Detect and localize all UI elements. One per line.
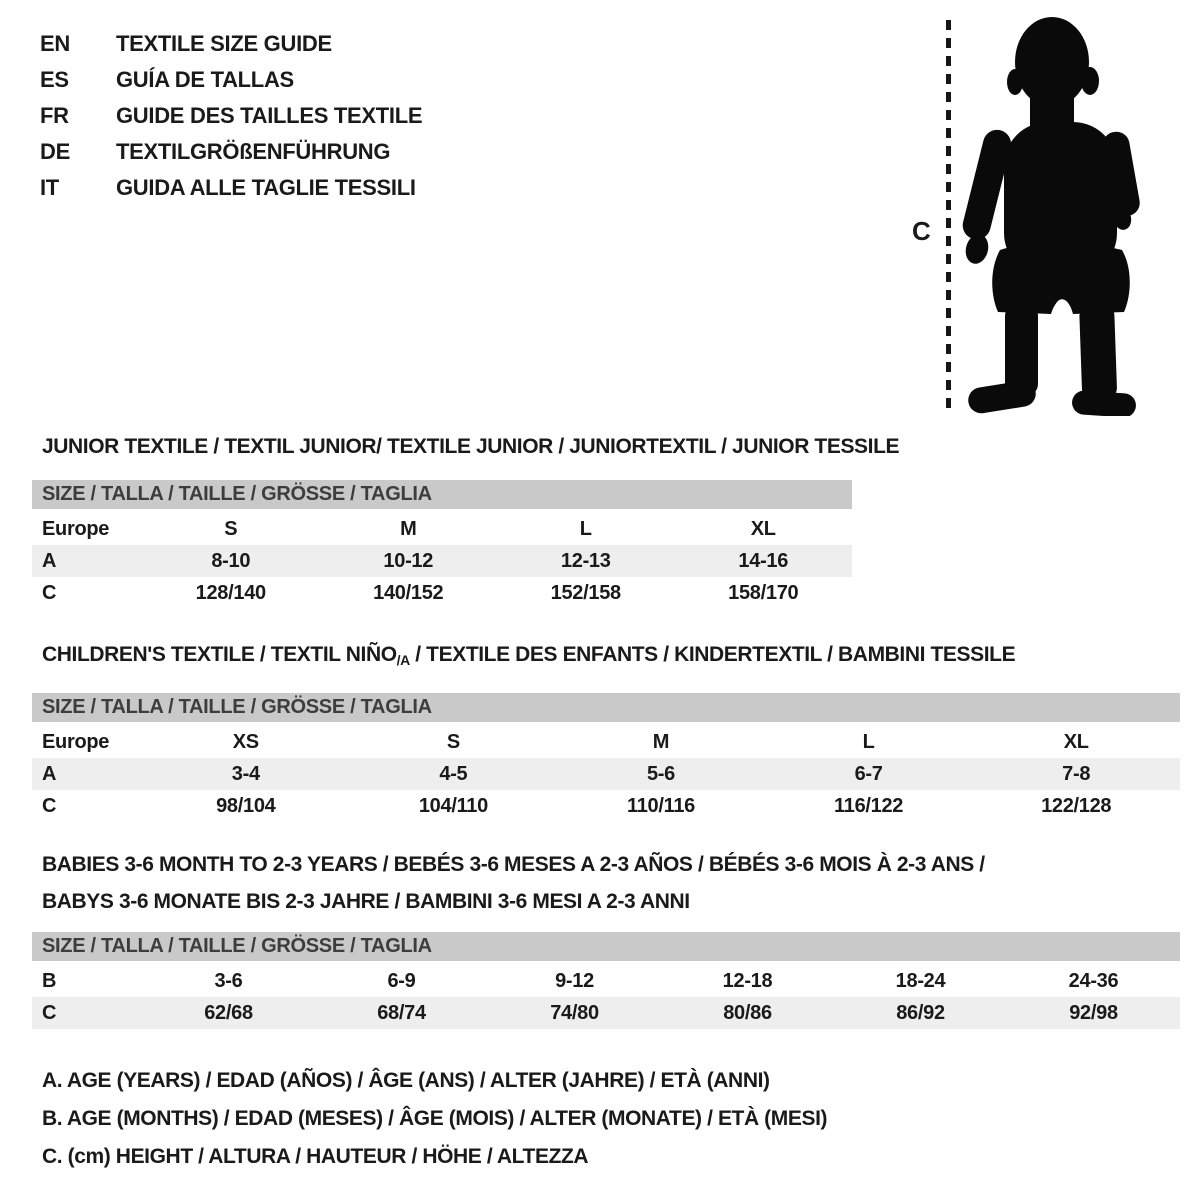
table-row	[32, 790, 1180, 822]
children-table-title	[32, 642, 1180, 673]
language-row	[40, 26, 422, 62]
size-cell: 62/68	[204, 1001, 253, 1024]
size-cell: 4-5	[439, 762, 468, 785]
language-code: ES	[40, 67, 69, 92]
size-cell: 14-16	[738, 549, 789, 572]
size-cell: 7-8	[1062, 762, 1091, 785]
babies-table-title-line2: BABYS 3-6 MONATE BIS 2-3 JAHRE / BAMBINI 3-6 MESI A 2-3 ANNI	[42, 890, 690, 913]
size-cell: 18-24	[895, 969, 946, 992]
size-header-bar: SIZE / TALLA / TAILLE / GRÖSSE / TAGLIA	[32, 693, 1180, 722]
children-title-subscript: /A	[396, 652, 410, 668]
size-cell: S	[224, 517, 238, 540]
language-title: TEXTILE SIZE GUIDE	[116, 31, 332, 56]
junior-table-title: JUNIOR TEXTILE / TEXTIL JUNIOR/ TEXTILE JUNIOR / JUNIORTEXTIL / JUNIOR TESSILE	[42, 435, 900, 458]
language-code: FR	[40, 103, 69, 128]
size-cell: XL	[1063, 730, 1089, 753]
row-label: A	[42, 549, 57, 572]
language-title: GUIDE DES TAILLES TEXTILE	[116, 103, 423, 128]
language-list	[40, 26, 422, 206]
table-row	[32, 545, 852, 577]
size-cell: 86/92	[896, 1001, 945, 1024]
size-cell: 74/80	[550, 1001, 599, 1024]
size-cell: M	[400, 517, 417, 540]
language-row	[40, 170, 422, 206]
row-label: C	[42, 794, 57, 817]
row-label: Europe	[42, 730, 110, 753]
table-row	[32, 577, 852, 609]
size-cell: M	[652, 730, 670, 753]
table-row	[32, 726, 1180, 758]
size-cell: 8-10	[211, 549, 251, 572]
junior-table-rows	[32, 513, 852, 609]
language-row	[40, 98, 422, 134]
size-cell: 10-12	[383, 549, 434, 572]
size-cell: 122/128	[1041, 794, 1112, 817]
babies-table-rows	[32, 965, 1180, 1029]
size-cell: 3-4	[231, 762, 260, 785]
table-row	[32, 513, 852, 545]
table-row	[32, 758, 1180, 790]
size-cell: 3-6	[214, 969, 243, 992]
height-measure-dashed-line	[946, 20, 951, 416]
row-label: C	[42, 1001, 57, 1024]
size-cell: 128/140	[195, 581, 266, 604]
size-cell: 24-36	[1068, 969, 1119, 992]
babies-textile-table	[32, 846, 1180, 1029]
size-cell: 68/74	[377, 1001, 426, 1024]
toddler-silhouette-icon	[960, 12, 1150, 416]
row-label: Europe	[42, 517, 110, 540]
language-row	[40, 62, 422, 98]
junior-textile-table	[32, 434, 900, 609]
children-textile-table	[32, 642, 1180, 822]
size-cell: 9-12	[555, 969, 594, 992]
height-marker-label: C	[912, 216, 931, 246]
legend-line-a: A. AGE (YEARS) / EDAD (AÑOS) / ÂGE (ANS) / ALTER (JAHRE) / ETÀ (ANNI)	[42, 1069, 770, 1092]
children-title-pre: CHILDREN'S TEXTILE / TEXTIL NIÑO	[42, 643, 397, 666]
language-title: GUÍA DE TALLAS	[116, 67, 294, 92]
legend	[42, 1062, 827, 1176]
size-cell: 110/116	[626, 794, 695, 817]
size-cell: 6-7	[854, 762, 883, 785]
language-title: TEXTILGRÖßENFÜHRUNG	[116, 139, 391, 164]
babies-table-title-line1: BABIES 3-6 MONTH TO 2-3 YEARS / BEBÉS 3-6 MESES A 2-3 AÑOS / BÉBÉS 3-6 MOIS À 2-3 ANS /	[42, 853, 985, 876]
size-cell: L	[862, 730, 875, 753]
language-code: EN	[40, 31, 70, 56]
size-cell: 104/110	[418, 794, 488, 817]
language-title: GUIDA ALLE TAGLIE TESSILI	[116, 175, 416, 200]
table-row	[32, 997, 1180, 1029]
size-cell: 158/170	[728, 581, 799, 604]
size-header-bar: SIZE / TALLA / TAILLE / GRÖSSE / TAGLIA	[32, 932, 1180, 961]
size-cell: 140/152	[373, 581, 444, 604]
row-label: B	[42, 969, 57, 992]
language-code: DE	[40, 139, 70, 164]
size-cell: 5-6	[646, 762, 675, 785]
size-cell: 80/86	[723, 1001, 772, 1024]
row-label: A	[42, 762, 57, 785]
legend-line-b: B. AGE (MONTHS) / EDAD (MESES) / ÂGE (MOIS) / ALTER (MONATE) / ETÀ (MESI)	[42, 1107, 828, 1130]
table-row	[32, 965, 1180, 997]
size-cell: XL	[750, 517, 776, 540]
language-row	[40, 134, 422, 170]
size-header-bar: SIZE / TALLA / TAILLE / GRÖSSE / TAGLIA	[32, 480, 852, 509]
size-cell: 12-13	[560, 549, 611, 572]
size-cell: L	[579, 517, 592, 540]
size-cell: 6-9	[387, 969, 416, 992]
size-cell: 92/98	[1069, 1001, 1118, 1024]
children-table-rows	[32, 726, 1180, 822]
size-cell: 12-18	[722, 969, 773, 992]
legend-line-c: C. (cm) HEIGHT / ALTURA / HAUTEUR / HÖHE / ALTEZZA	[42, 1145, 589, 1168]
row-label: C	[42, 581, 57, 604]
size-cell: 152/158	[550, 581, 621, 604]
size-cell: 98/104	[216, 794, 276, 817]
size-cell: XS	[232, 730, 259, 753]
size-cell: 116/122	[834, 794, 904, 817]
size-cell: S	[446, 730, 460, 753]
language-code: IT	[40, 175, 59, 200]
children-title-post: / TEXTILE DES ENFANTS / KINDERTEXTIL / BAMBINI TESSILE	[409, 643, 1016, 666]
